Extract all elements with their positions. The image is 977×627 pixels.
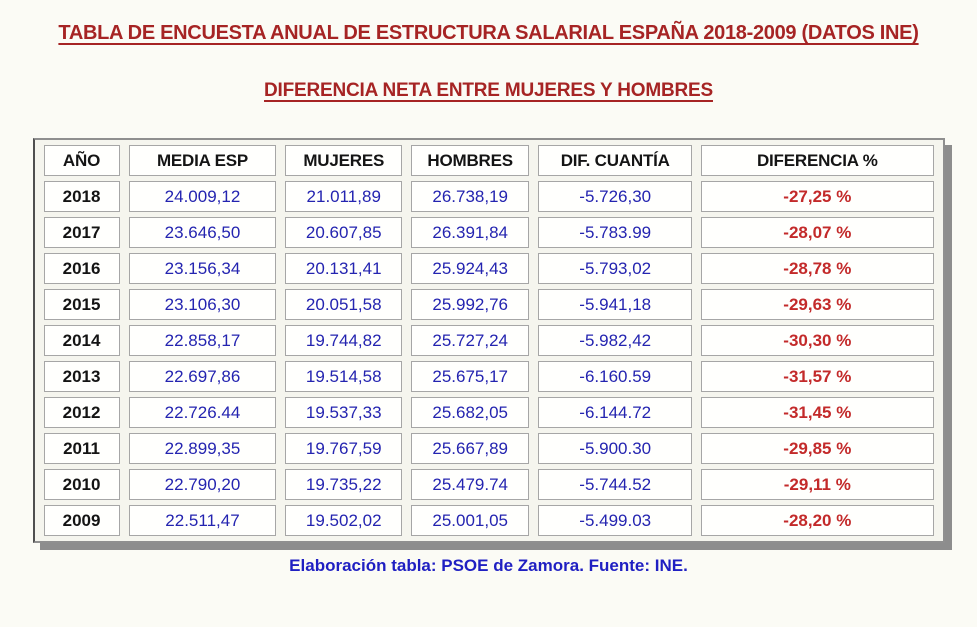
year-cell: 2013 <box>44 361 120 392</box>
diferencia-pct-cell: -28,78 % <box>701 253 933 284</box>
dif-cuantia-cell: -5.744.52 <box>538 469 692 500</box>
mujeres-cell: 20.607,85 <box>285 217 402 248</box>
dif-cuantia-cell: -5.726,30 <box>538 181 692 212</box>
column-header-5: DIFERENCIA % <box>701 145 933 176</box>
hombres-cell: 26.738,19 <box>411 181 529 212</box>
table-row <box>44 289 934 320</box>
table-body <box>44 181 934 536</box>
table-row <box>44 469 934 500</box>
hombres-cell: 25.992,76 <box>411 289 529 320</box>
diferencia-pct-cell: -29,85 % <box>701 433 933 464</box>
column-header-4: DIF. CUANTÍA <box>538 145 692 176</box>
dif-cuantia-cell: -5.941,18 <box>538 289 692 320</box>
hombres-cell: 25.479.74 <box>411 469 529 500</box>
hombres-cell: 25.675,17 <box>411 361 529 392</box>
dif-cuantia-cell: -6.144.72 <box>538 397 692 428</box>
hombres-cell: 25.727,24 <box>411 325 529 356</box>
year-cell: 2012 <box>44 397 120 428</box>
column-header-1: MEDIA ESP <box>129 145 277 176</box>
mujeres-cell: 19.514,58 <box>285 361 402 392</box>
diferencia-pct-cell: -31,57 % <box>701 361 933 392</box>
year-cell: 2009 <box>44 505 120 536</box>
media-esp-cell: 22.790,20 <box>129 469 277 500</box>
diferencia-pct-cell: -29,11 % <box>701 469 933 500</box>
dif-cuantia-cell: -5.982,42 <box>538 325 692 356</box>
header-row <box>44 145 934 176</box>
salary-table <box>35 140 943 541</box>
table-caption: Elaboración tabla: PSOE de Zamora. Fuente: INE. <box>289 556 688 575</box>
media-esp-cell: 23.156,34 <box>129 253 277 284</box>
dif-cuantia-cell: -5.793,02 <box>538 253 692 284</box>
media-esp-cell: 22.726.44 <box>129 397 277 428</box>
dif-cuantia-cell: -5.900.30 <box>538 433 692 464</box>
diferencia-pct-cell: -27,25 % <box>701 181 933 212</box>
diferencia-pct-cell: -28,20 % <box>701 505 933 536</box>
diferencia-pct-cell: -28,07 % <box>701 217 933 248</box>
table-header <box>44 145 934 176</box>
dif-cuantia-cell: -5.499.03 <box>538 505 692 536</box>
mujeres-cell: 19.502,02 <box>285 505 402 536</box>
media-esp-cell: 22.697,86 <box>129 361 277 392</box>
hombres-cell: 25.682,05 <box>411 397 529 428</box>
mujeres-cell: 19.744,82 <box>285 325 402 356</box>
hombres-cell: 26.391,84 <box>411 217 529 248</box>
media-esp-cell: 22.511,47 <box>129 505 277 536</box>
page <box>0 22 977 576</box>
mujeres-cell: 19.767,59 <box>285 433 402 464</box>
hombres-cell: 25.924,43 <box>411 253 529 284</box>
year-cell: 2014 <box>44 325 120 356</box>
year-cell: 2018 <box>44 181 120 212</box>
table-row <box>44 505 934 536</box>
dif-cuantia-cell: -6.160.59 <box>538 361 692 392</box>
year-cell: 2010 <box>44 469 120 500</box>
salary-table-frame <box>33 138 945 543</box>
media-esp-cell: 23.646,50 <box>129 217 277 248</box>
column-header-3: HOMBRES <box>411 145 529 176</box>
table-row <box>44 433 934 464</box>
media-esp-cell: 22.858,17 <box>129 325 277 356</box>
media-esp-cell: 23.106,30 <box>129 289 277 320</box>
mujeres-cell: 19.537,33 <box>285 397 402 428</box>
mujeres-cell: 21.011,89 <box>285 181 402 212</box>
year-cell: 2016 <box>44 253 120 284</box>
table-row <box>44 181 934 212</box>
diferencia-pct-cell: -31,45 % <box>701 397 933 428</box>
diferencia-pct-cell: -29,63 % <box>701 289 933 320</box>
media-esp-cell: 24.009,12 <box>129 181 277 212</box>
mujeres-cell: 20.051,58 <box>285 289 402 320</box>
column-header-0: AÑO <box>44 145 120 176</box>
table-row <box>44 253 934 284</box>
year-cell: 2017 <box>44 217 120 248</box>
dif-cuantia-cell: -5.783.99 <box>538 217 692 248</box>
column-header-2: MUJERES <box>285 145 402 176</box>
media-esp-cell: 22.899,35 <box>129 433 277 464</box>
year-cell: 2015 <box>44 289 120 320</box>
table-row <box>44 217 934 248</box>
table-row <box>44 325 934 356</box>
mujeres-cell: 19.735,22 <box>285 469 402 500</box>
diferencia-pct-cell: -30,30 % <box>701 325 933 356</box>
table-row <box>44 361 934 392</box>
year-cell: 2011 <box>44 433 120 464</box>
table-row <box>44 397 934 428</box>
hombres-cell: 25.001,05 <box>411 505 529 536</box>
hombres-cell: 25.667,89 <box>411 433 529 464</box>
page-title: TABLA DE ENCUESTA ANUAL DE ESTRUCTURA SALARIAL ESPAÑA 2018-2009 (DATOS INE) <box>58 22 919 44</box>
page-subtitle: DIFERENCIA NETA ENTRE MUJERES Y HOMBRES <box>264 80 713 101</box>
mujeres-cell: 20.131,41 <box>285 253 402 284</box>
